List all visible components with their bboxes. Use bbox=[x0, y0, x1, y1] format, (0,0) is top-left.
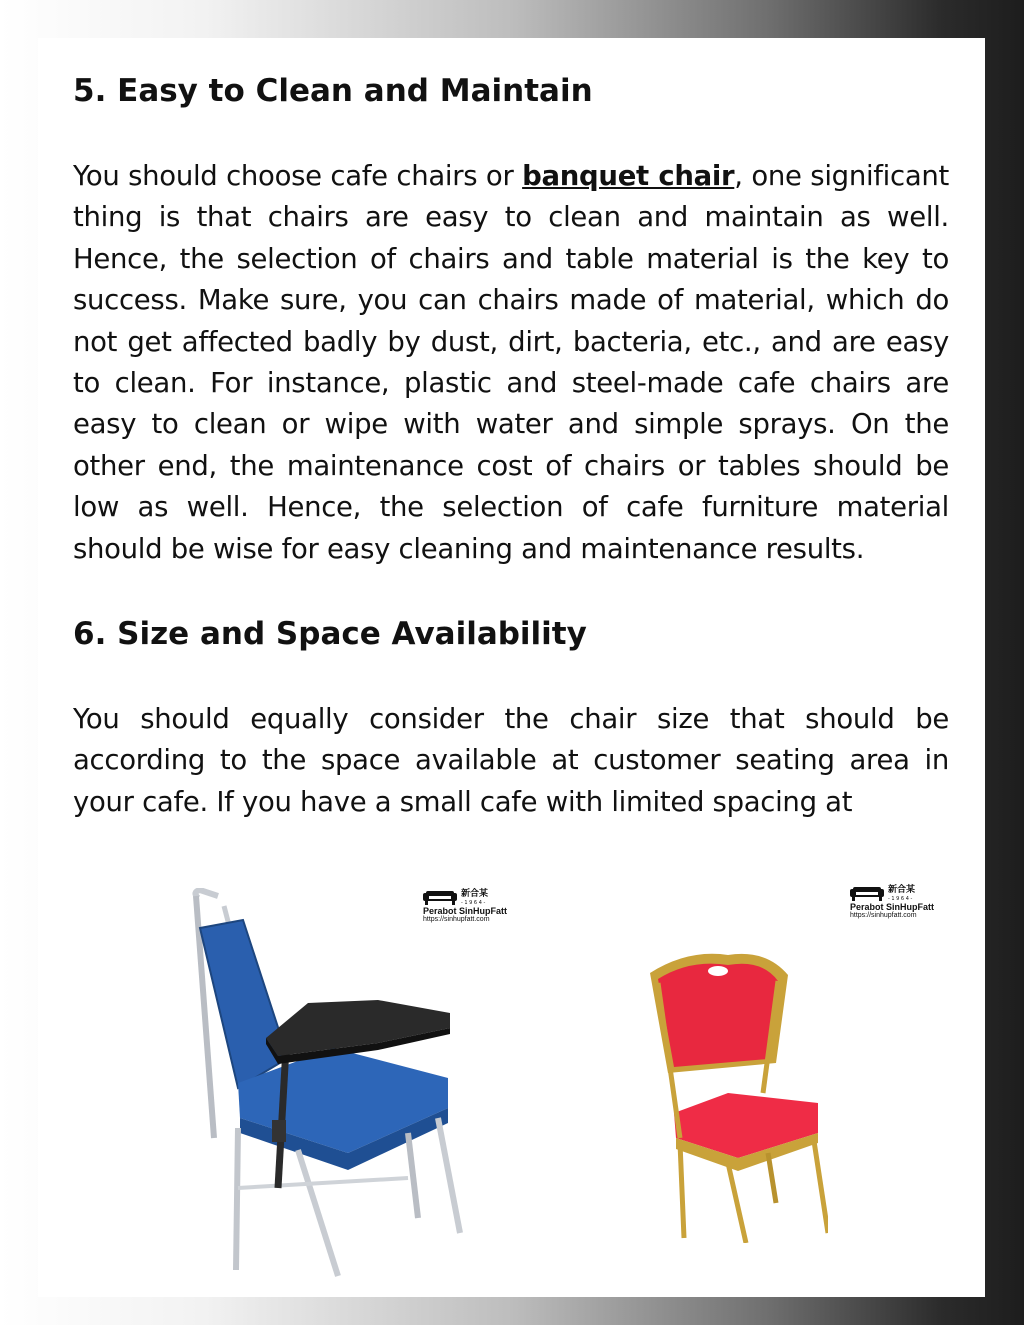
logo-url: https://sinhupfatt.com bbox=[423, 916, 490, 923]
section-5-paragraph bbox=[73, 156, 949, 570]
blue-tablet-chair-image bbox=[178, 888, 478, 1283]
section-5-text-end: , one significant thing is that chairs are easy to clean and maintain as well. Hence, the selection of chairs and table material is the key to success. Make sure, you can chairs made of material, which do not get affected badly by dust, dirt, bacteria, etc., and are easy to clean. For instance, plastic and steel-made cafe chairs are easy to clean or wipe with water and simple sprays. On the other end, the maintenance cost of chairs or tables should be low as well. Hence, the selection of cafe furniture material should be wise for easy cleaning and maintenance results. bbox=[73, 160, 949, 565]
section-6-heading: 6. Size and Space Availability bbox=[73, 616, 587, 653]
logo-year: - 1 9 6 4 - bbox=[461, 900, 486, 906]
section-6-paragraph: You should equally consider the chair size that should be according to the space available at customer seating area in your cafe. If you have a small cafe with limited spacing at bbox=[73, 703, 949, 818]
sofa-icon bbox=[423, 891, 457, 905]
sinhupfatt-logo-left bbox=[423, 890, 507, 924]
logo-brand-name: Perabot SinHupFatt bbox=[423, 906, 508, 916]
section-5-heading: 5. Easy to Clean and Maintain bbox=[73, 73, 593, 109]
sofa-icon bbox=[850, 887, 884, 901]
logo-url: https://sinhupfatt.com bbox=[850, 912, 917, 919]
sinhupfatt-logo-right bbox=[850, 886, 934, 920]
logo-chinese-text: 新合某 bbox=[461, 889, 489, 899]
banquet-chair-link[interactable]: banquet chair bbox=[522, 160, 735, 192]
section-5-text-start: You should choose cafe chairs or bbox=[73, 160, 523, 192]
document-page bbox=[38, 38, 985, 1297]
logo-chinese-text: 新合某 bbox=[888, 885, 916, 895]
logo-year: - 1 9 6 4 - bbox=[888, 896, 913, 902]
article-content bbox=[73, 68, 949, 823]
red-banquet-chair-image bbox=[618, 943, 828, 1243]
logo-brand-name: Perabot SinHupFatt bbox=[850, 902, 935, 912]
